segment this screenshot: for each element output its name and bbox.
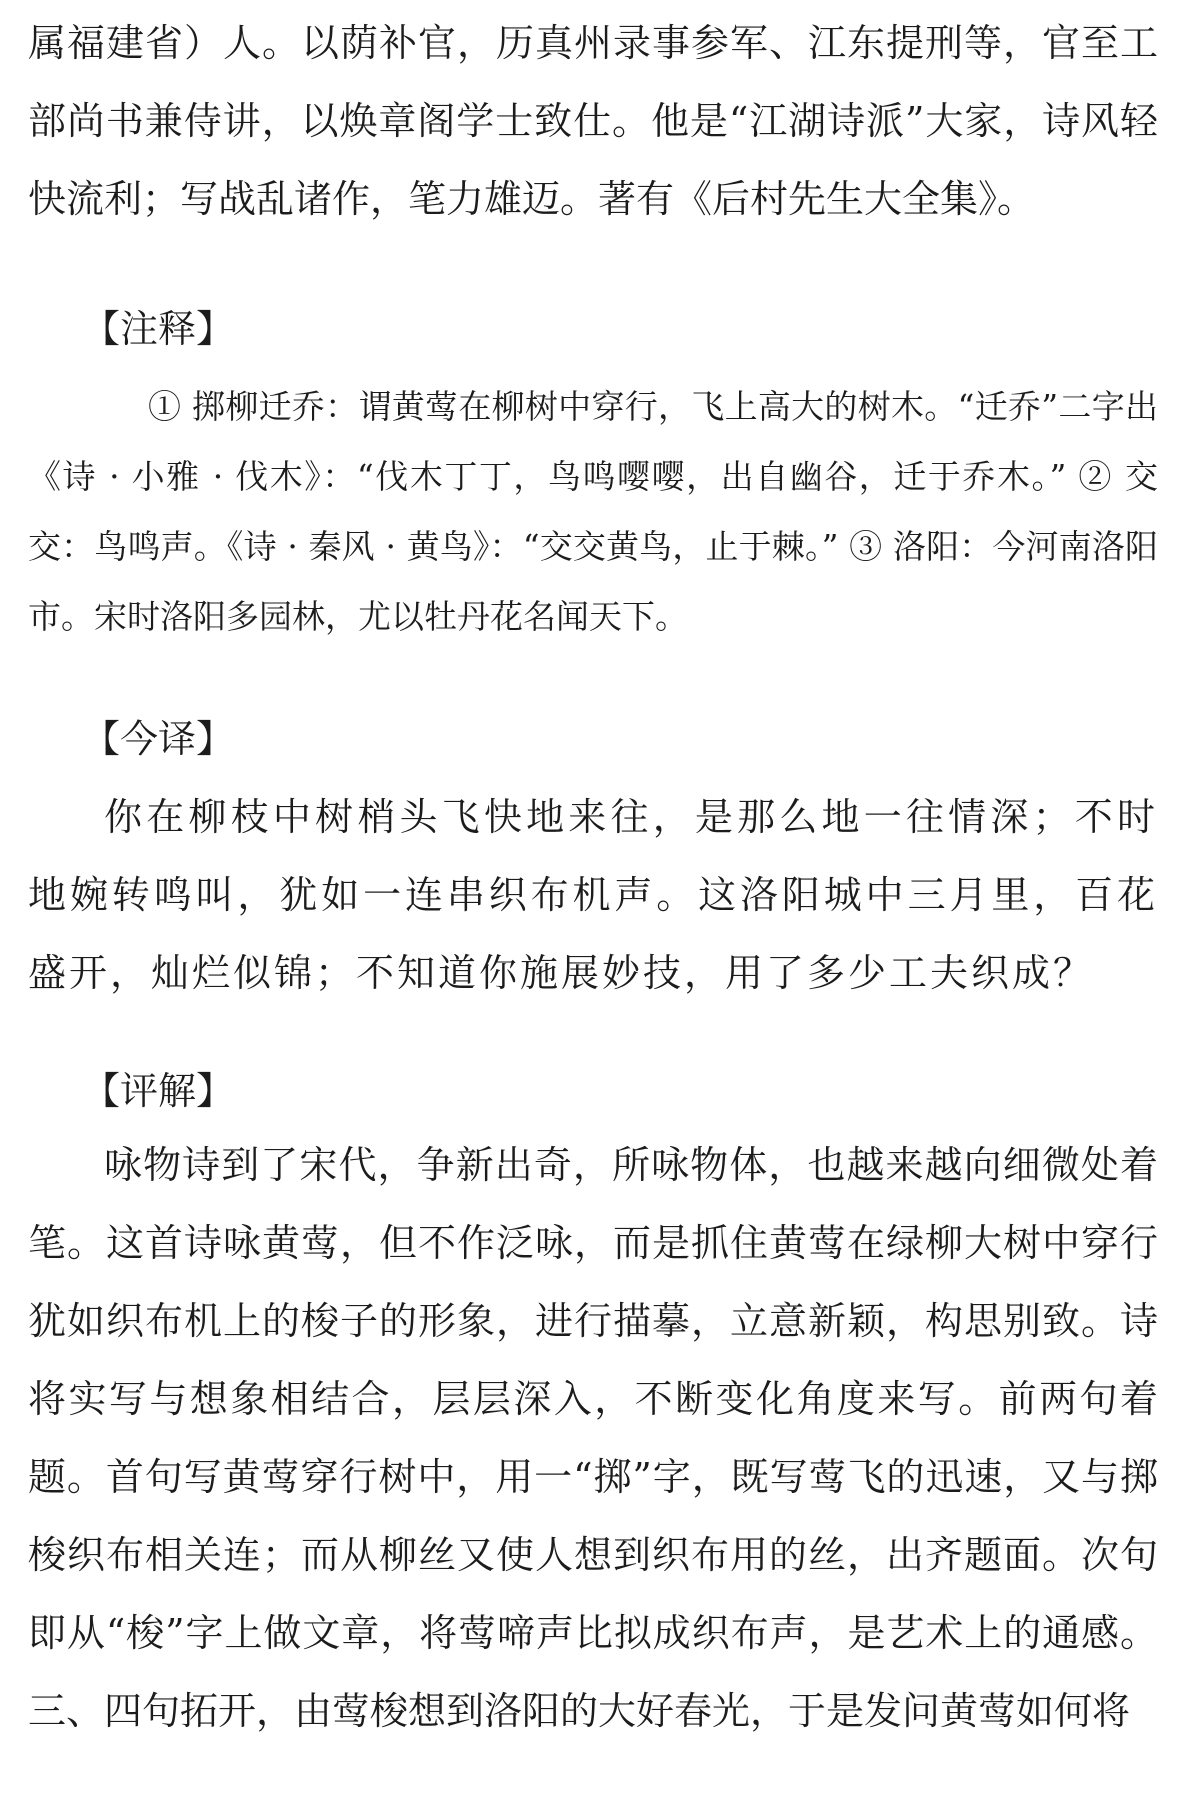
translation-paragraph: 你在柳枝中树梢头飞快地来往，是那么地一往情深；不时地婉转鸣叫，犹如一连串织布机声。这洛阳城中三月里，百花盛开，灿烂似锦；不知道你施展妙技，用了多少工夫织成？ — [28, 795, 1158, 995]
author-bio-paragraph: 属福建省）人。以荫补官，历真州录事参军、江东提刑等，官至工部尚书兼侍讲，以焕章阁学士致仕。他是“江湖诗派”大家，诗风轻快流利；写战乱诸作，笔力雄迈。著有《后村先生大全集》。 — [28, 21, 1158, 221]
commentary-paragraph: 咏物诗到了宋代，争新出奇，所咏物体，也越来越向细微处着笔。这首诗咏黄莺，但不作泛咏，而是抓住黄莺在绿柳大树中穿行犹如织布机上的梭子的形象，进行描摹，立意新颖，构思别致。诗将实写与想象相结合，层层深入，不断变化角度来写。前两句着题。首句写黄莺穿行树中，用一“掷”字，既写莺飞的迅速，又与掷梭织布相关连；而从柳丝又使人想到织布用的丝，出齐题面。次句即从“梭”字上做文章，将莺啼声比拟成织布声，是艺术上的通感。三、四句拓开，由莺梭想到洛阳的大好春光，于是发问黄莺如何将 — [28, 1143, 1158, 1733]
notes-paragraph: ① 掷柳迁乔：谓黄莺在柳树中穿行，飞上高大的树木。“迁乔”二字出《诗 · 小雅 · 伐木》：“伐木丁丁，鸟鸣嘤嘤，出自幽谷，迁于乔木。” ② 交交：鸟鸣声。《诗 · 秦风 · 黄鸟》：“交交黄鸟，止于棘。” ③ 洛阳：今河南洛阳市。宋时洛阳多园林，尤以牡丹花名闻天下。 — [28, 387, 1158, 636]
commentary-heading: 【评解】 — [82, 1069, 235, 1113]
translation-heading: 【今译】 — [82, 717, 235, 761]
notes-heading: 【注释】 — [82, 307, 235, 351]
